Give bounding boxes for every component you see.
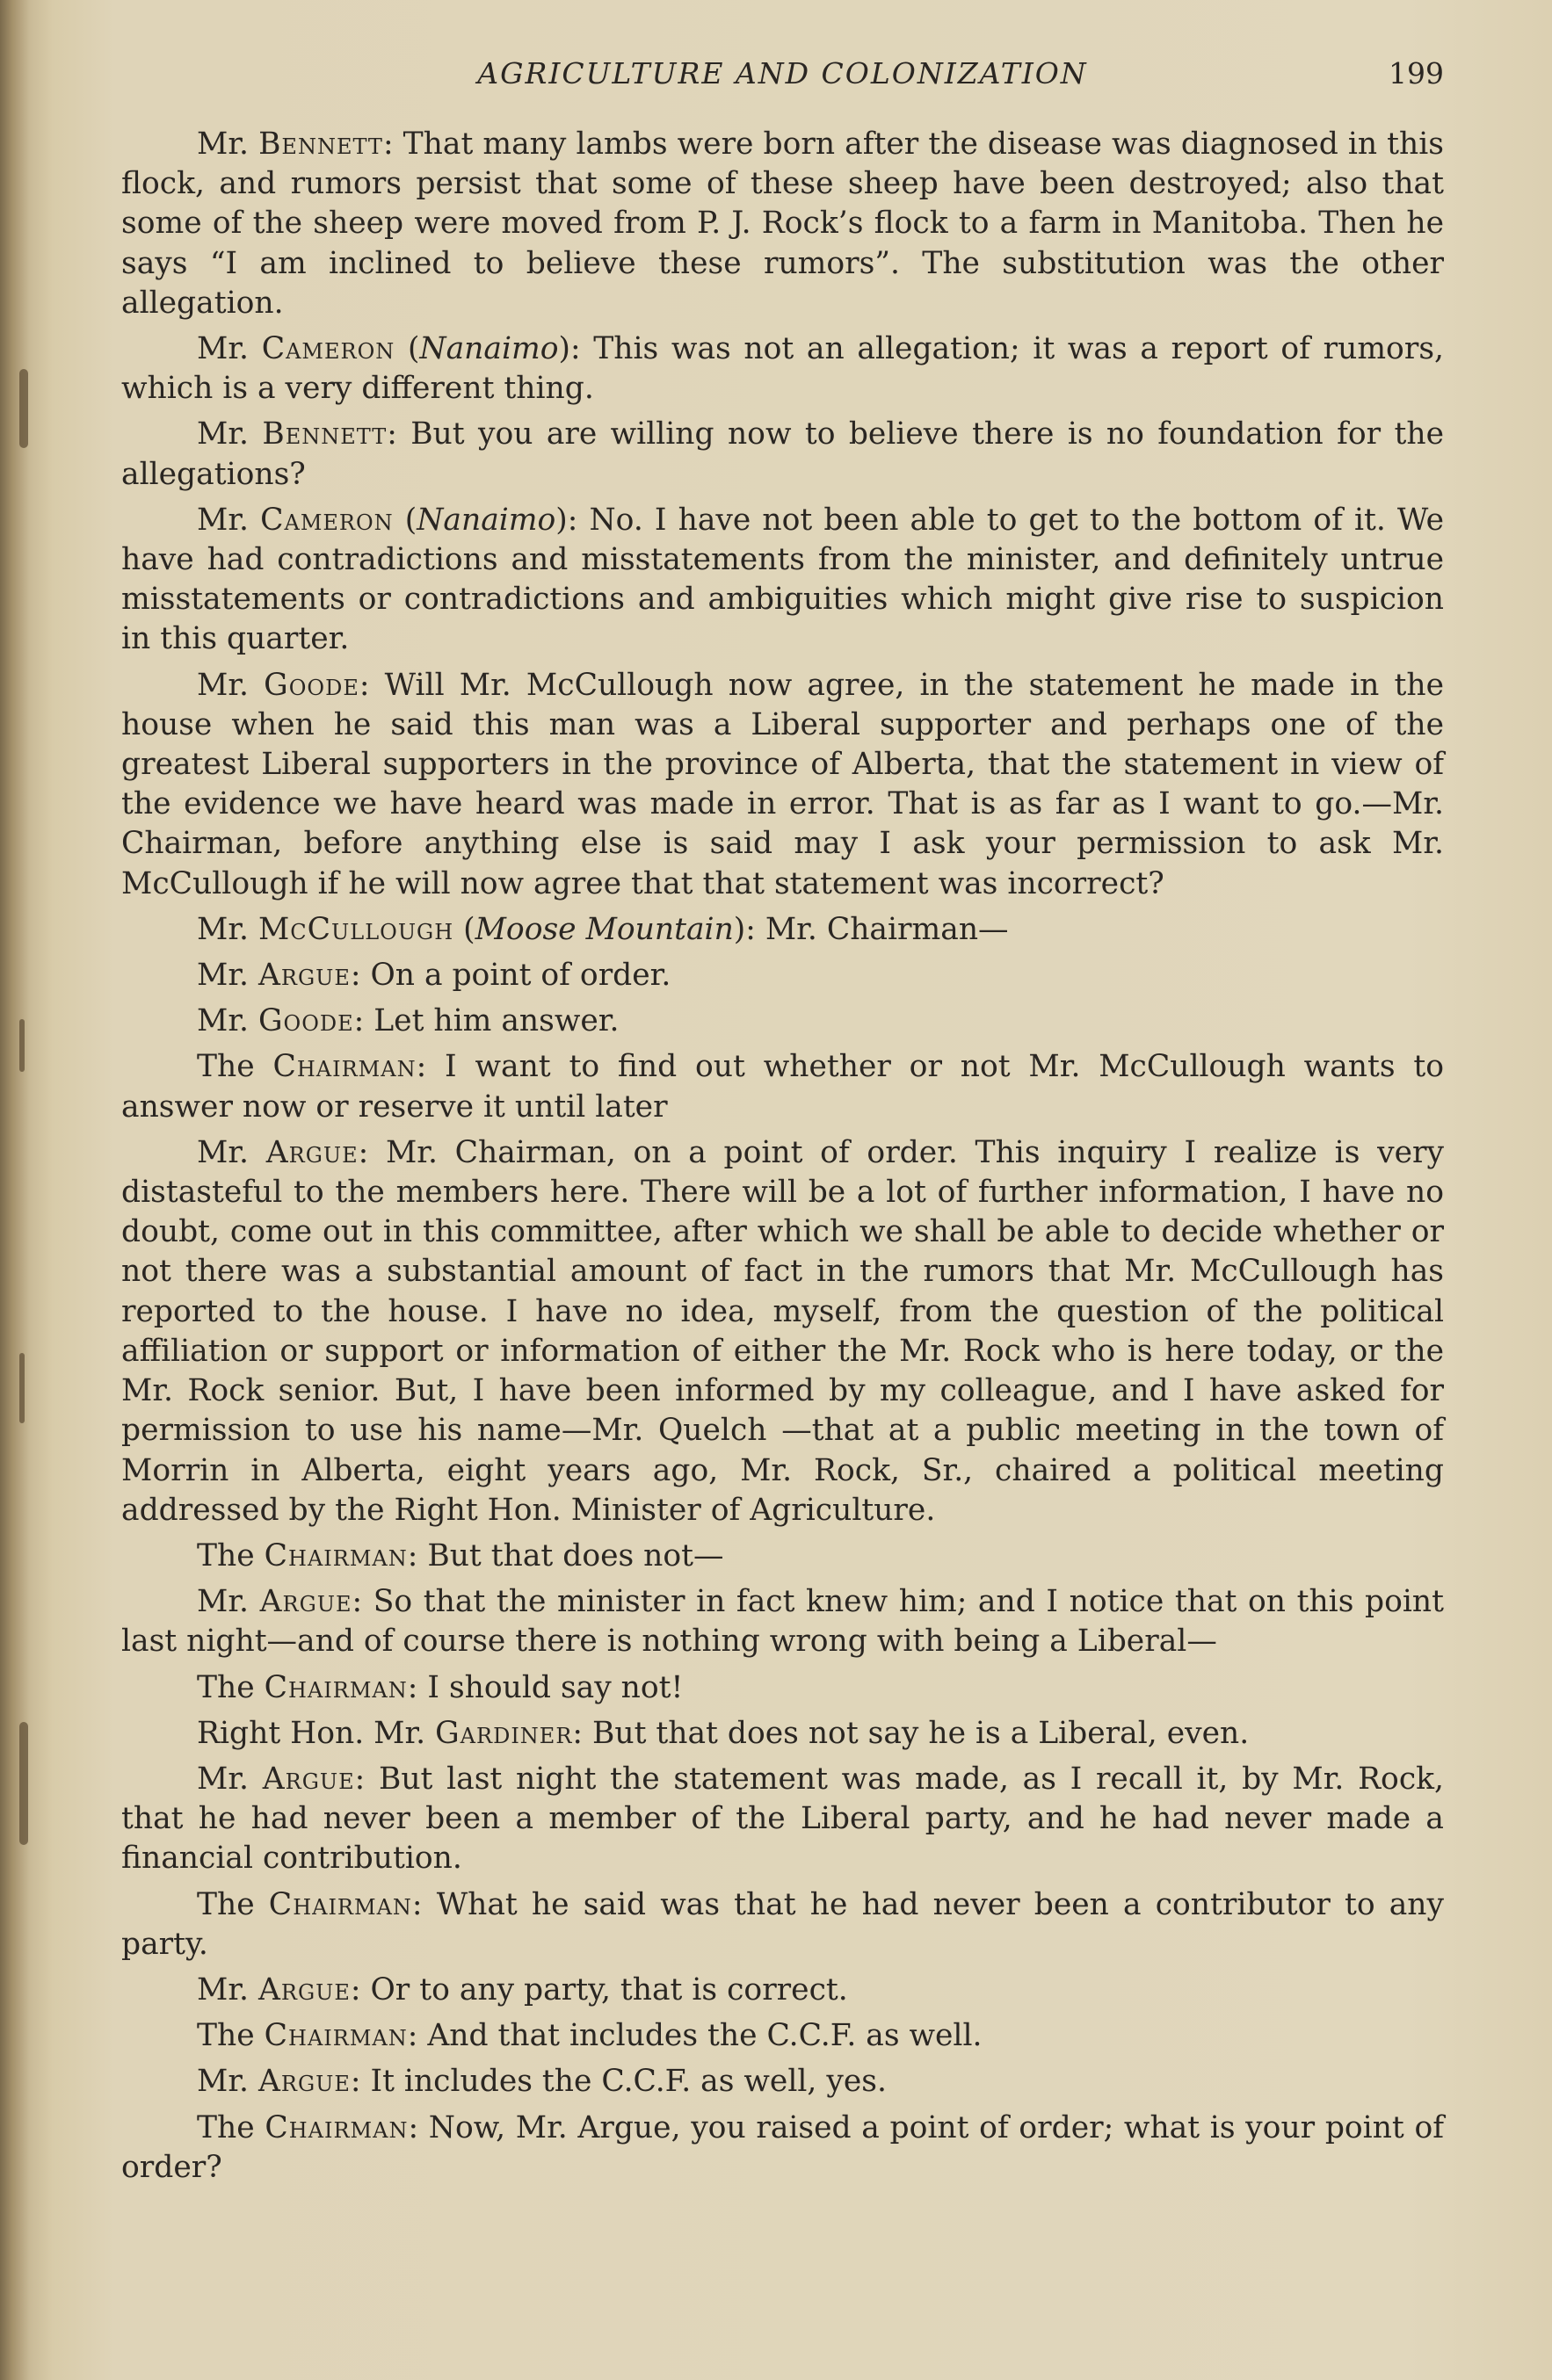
binding-mark <box>19 1722 28 1845</box>
speech-paragraph: Mr. Goode: Let him answer. <box>197 1003 620 1039</box>
speech-text: But that does not— <box>427 1537 724 1573</box>
speaker-title: The <box>197 1669 255 1705</box>
speaker-title: Mr. <box>197 667 249 703</box>
speaker-name: Chairman <box>272 1049 417 1085</box>
speaker-title: Mr. <box>197 127 249 162</box>
speech-paragraph: Mr. Argue: On a point of order. <box>197 958 671 994</box>
speech-text: On a point of order. <box>370 958 671 994</box>
speaker-name: Cameron <box>261 331 395 367</box>
speech-paragraph: Mr. Bennett: But you are willing now to believe there is no foundation for the allegations? <box>121 416 1445 492</box>
speaker-title: Mr. <box>197 2064 249 2100</box>
speech-paragraph: The Chairman: And that includes the C.C.F. as well. <box>197 2018 983 2054</box>
speech-text: What he said was that he had never been a contributor to any party. <box>121 1886 1445 1962</box>
speech-paragraph: Mr. Cameron (Nanaimo): No. I have not been able to get to the bottom of it. We have had contradictions and misstatements from the minister, and definitely untrue misstatements or contradictions and ambiguities which might give rise to suspicion in this quarter. <box>121 502 1444 657</box>
speech-paragraph: Mr. Argue: So that the minister in fact knew him; and I notice that on this point last night—and of course there is nothing wrong with being a Liberal— <box>121 1584 1444 1660</box>
speech-paragraph: The Chairman: I want to find out whether or not Mr. McCullough wants to answer now or reserve it until later <box>121 1049 1444 1125</box>
binding-mark <box>19 1019 25 1072</box>
speaker-constituency: Nanaimo <box>419 331 559 367</box>
speaker-constituency: Moose Mountain <box>475 911 734 947</box>
speech-text: Mr. Chairman— <box>765 911 1009 947</box>
speech-text: Will Mr. McCullough now agree, in the statement he made in the house when he said this man was a Liberal supporter and perhaps one of the greatest Liberal supporters in the province of Alberta, that the statement in view of the evidence we have heard was made in error. That is as far as I want to go.—Mr. Chairman, before anything else is said may I ask your permission to ask Mr. McCullough if he will now agree that that statement was incorrect? <box>121 667 1445 901</box>
speech-paragraph: Mr. Goode: Will Mr. McCullough now agree, in the statement he made in the house when he said this man was a Liberal supporter and perhaps one of the greatest Liberal supporters in the province of Alberta, that the statement in view of the evidence we have heard was made in error. That is as far as I want to go.—Mr. Chairman, before anything else is said may I ask your permission to ask Mr. McCullough if he will now agree that that statement was incorrect? <box>121 667 1445 901</box>
speech-paragraph: Mr. McCullough (Moose Mountain): Mr. Chairman— <box>197 911 1009 947</box>
speech-text: Now, Mr. Argue, you raised a point of order; what is your point of order? <box>121 2109 1445 2185</box>
speaker-title: Mr. <box>197 1761 249 1797</box>
binding-mark <box>19 1353 25 1423</box>
speech-text: But you are willing now to believe there is no foundation for the allegations? <box>121 416 1445 492</box>
speech-text: Or to any party, that is correct. <box>370 1971 848 2007</box>
speaker-name: Chairman <box>268 1886 412 1922</box>
speech-paragraph: Mr. Bennett: That many lambs were born after the disease was diagnosed in this flock, and rumors persist that some of these sheep have been destroyed; also that some of the sheep were moved from P. J. Rock’s flock to a farm in Manitoba. Then he says “I am inclined to believe these rumors”. The substitution was the other allegation. <box>121 127 1444 321</box>
speaker-title: Mr. <box>197 1003 249 1039</box>
page-number: 199 <box>1389 56 1444 90</box>
speaker-title: Mr. <box>197 958 249 994</box>
speaker-name: Argue <box>262 1761 355 1797</box>
speaker-name: McCullough <box>257 911 454 947</box>
speaker-name: Chairman <box>264 1669 408 1705</box>
speech-paragraph: The Chairman: What he said was that he had never been a contributor to any party. <box>121 1886 1445 1962</box>
speech-text: But last night the statement was made, as I recall it, by Mr. Rock, that he had never been a member of the Liberal party, and he had never made a financial contribution. <box>121 1761 1445 1877</box>
speaker-name: Chairman <box>265 2109 409 2145</box>
speech-paragraph: The Chairman: But that does not— <box>197 1537 724 1573</box>
speaker-name: Gardiner <box>435 1715 573 1751</box>
speaker-name: Goode <box>264 667 359 703</box>
speaker-name: Argue <box>265 1134 359 1170</box>
speaker-title: Mr. <box>197 1971 249 2007</box>
speaker-title: Mr. <box>197 416 249 452</box>
speech-text: But that does not say he is a Liberal, even. <box>592 1715 1250 1751</box>
speaker-name: Argue <box>257 958 351 994</box>
speaker-title: The <box>197 1049 255 1085</box>
speech-paragraph: Mr. Cameron (Nanaimo): This was not an allegation; it was a report of rumors, which is a very different thing. <box>121 331 1444 407</box>
speech-text: Mr. Chairman, on a point of order. This inquiry I realize is very distasteful to the members here. There will be a lot of further information, I have no doubt, come out in this committee, after which we shall be able to decide whether or not there was a substantial amount of fact in the rumors that Mr. McCullough has reported to the house. I have no idea, myself, from the question of the political affiliation or support or information of either the Mr. Rock who is here today, or the Mr. Rock senior. But, I have been informed by my colleague, and I have asked for permission to use his name—Mr. Quelch —that at a public meeting in the town of Morrin in Alberta, eight years ago, Mr. Rock, Sr., chaired a political meeting addressed by the Right Hon. Minister of Agriculture. <box>121 1134 1445 1528</box>
speech-paragraph: Mr. Argue: But last night the statement was made, as I recall it, by Mr. Rock, that he had never been a member of the Liberal party, and he had never made a financial contribution. <box>121 1761 1445 1877</box>
speaker-name: Chairman <box>264 1537 408 1573</box>
speaker-title: The <box>197 2018 255 2054</box>
speech-paragraph: The Chairman: Now, Mr. Argue, you raised a point of order; what is your point of order? <box>121 2109 1445 2185</box>
speech-text: I want to find out whether or not Mr. McCullough wants to answer now or reserve it until later <box>121 1049 1444 1125</box>
speech-paragraph: Right Hon. Mr. Gardiner: But that does not say he is a Liberal, even. <box>197 1715 1250 1751</box>
speech-text: And that includes the C.C.F. as well. <box>427 2018 983 2054</box>
speaker-title: Mr. <box>197 911 249 947</box>
speaker-name: Cameron <box>260 502 394 538</box>
speaker-name: Bennett <box>262 416 388 452</box>
speaker-title: Mr. <box>197 1134 249 1170</box>
speaker-name: Goode <box>257 1003 354 1039</box>
speech-paragraph: Mr. Argue: Or to any party, that is correct. <box>197 1971 848 2007</box>
speaker-name: Chairman <box>264 2018 408 2054</box>
speaker-title: The <box>197 1886 255 1922</box>
speaker-title: Mr. <box>197 331 249 367</box>
speaker-title: Mr. <box>197 1584 249 1620</box>
speech-paragraph: Mr. Argue: It includes the C.C.F. as well, yes. <box>197 2064 887 2100</box>
speech-text: I should say not! <box>427 1669 684 1705</box>
binding-mark <box>19 369 28 448</box>
transcript-body <box>121 125 1444 2194</box>
speaker-title: The <box>197 2109 255 2145</box>
speaker-name: Argue <box>257 1971 351 2007</box>
speech-text: Let him answer. <box>373 1003 620 1039</box>
speaker-name: Argue <box>259 1584 352 1620</box>
speaker-name: Bennett <box>258 127 383 162</box>
running-title: AGRICULTURE AND COLONIZATION <box>477 56 1088 90</box>
speaker-title: The <box>197 1537 255 1573</box>
speech-text: No. I have not been able to get to the bottom of it. We have had contradictions and misstatements from the minister, and definitely untrue misstatements or contradictions and ambiguities which might give rise to suspicion in this quarter. <box>121 502 1444 657</box>
speech-text: That many lambs were born after the disease was diagnosed in this flock, and rumors persist that some of these sheep have been destroyed; also that some of the sheep were moved from P. J. Rock’s flock to a farm in Manitoba. Then he says “I am inclined to believe these rumors”. The substitution was the other allegation. <box>121 127 1444 321</box>
speaker-name: Argue <box>257 2064 351 2100</box>
speech-paragraph: The Chairman: I should say not! <box>197 1669 684 1705</box>
speaker-title: Mr. <box>197 502 249 538</box>
speech-text: It includes the C.C.F. as well, yes. <box>370 2064 887 2100</box>
page-header <box>121 56 1444 95</box>
speaker-title: Right Hon. Mr. <box>197 1715 426 1751</box>
speech-text: This was not an allegation; it was a report of rumors, which is a very different thing. <box>121 331 1444 407</box>
speech-paragraph: Mr. Argue: Mr. Chairman, on a point of order. This inquiry I realize is very distasteful to the members here. There will be a lot of further information, I have no doubt, come out in this committee, after which we shall be able to decide whether or not there was a substantial amount of fact in the rumors that Mr. McCullough has reported to the house. I have no idea, myself, from the question of the political affiliation or support or information of either the Mr. Rock who is here today, or the Mr. Rock senior. But, I have been informed by my colleague, and I have asked for permission to use his name—Mr. Quelch —that at a public meeting in the town of Morrin in Alberta, eight years ago, Mr. Rock, Sr., chaired a political meeting addressed by the Right Hon. Minister of Agriculture. <box>121 1134 1445 1528</box>
speech-text: So that the minister in fact knew him; and I notice that on this point last night—and of course there is nothing wrong with being a Liberal— <box>121 1584 1444 1660</box>
speaker-constituency: Nanaimo <box>417 502 556 538</box>
